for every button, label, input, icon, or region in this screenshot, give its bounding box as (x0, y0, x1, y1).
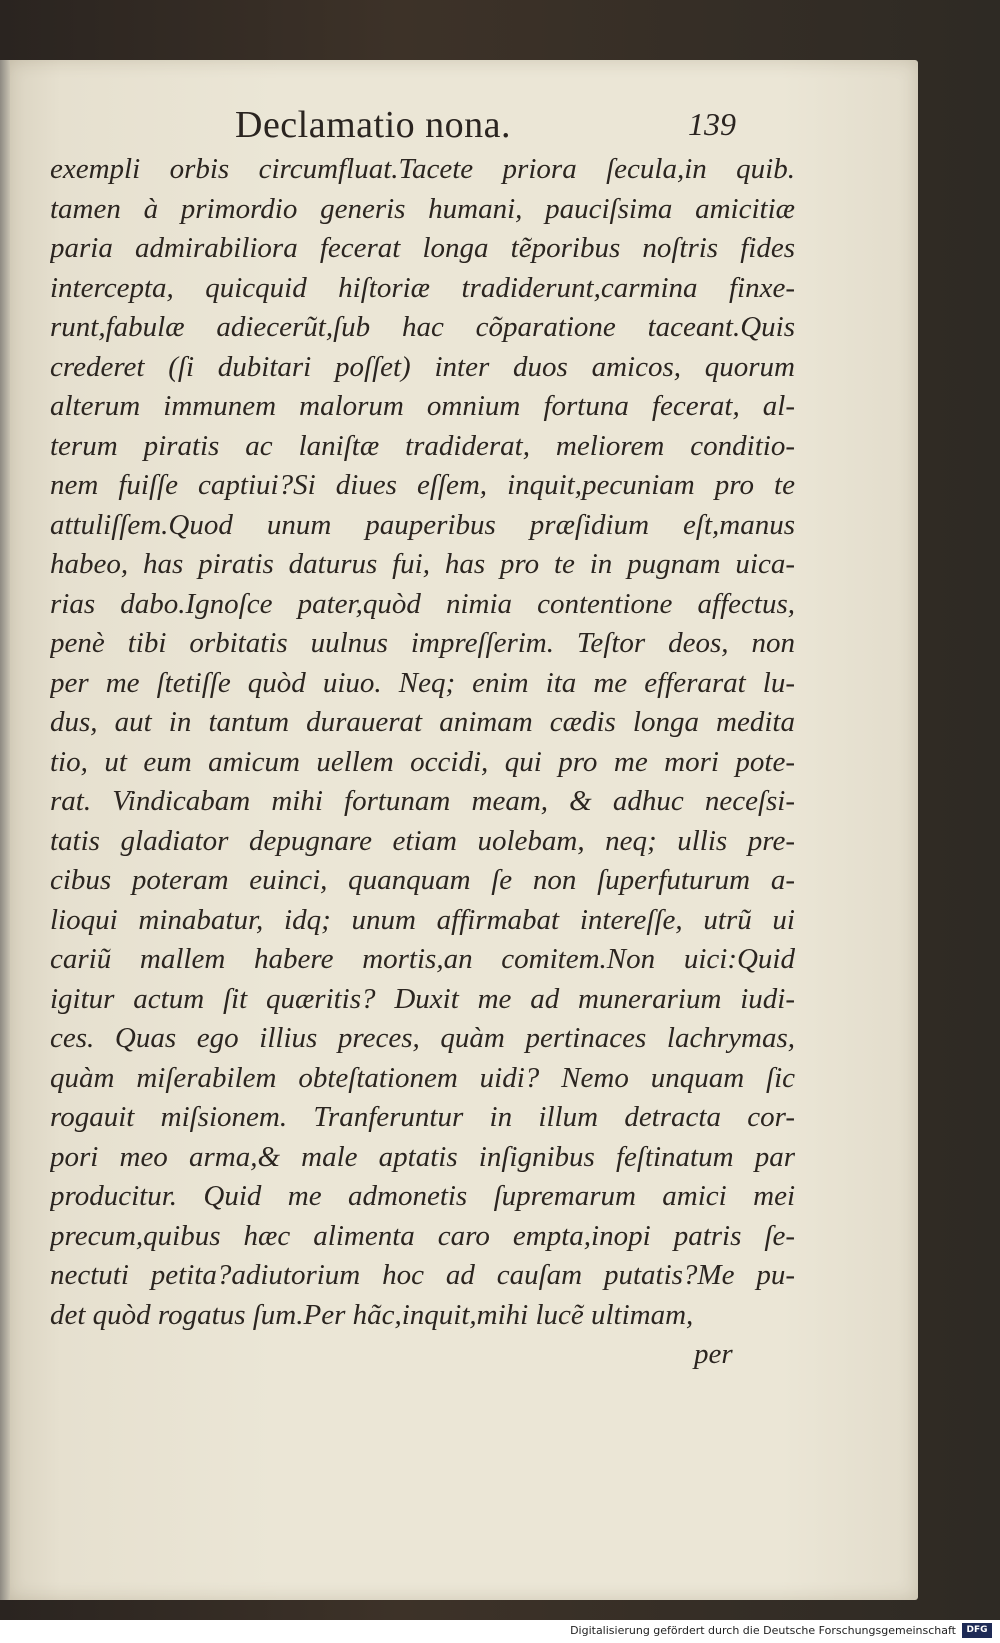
text-line: runt,fabulæ adiecerũt,ſub hac cõparatione taceant.Quis (50, 311, 795, 343)
text-line: tio, ut eum amicum uellem occidi, qui pro me mori pote- (50, 745, 795, 778)
text-line: lioqui minabatur, idq; unum affirmabat intereſſe, utrũ ui (50, 903, 795, 936)
text-line: cariũ mallem habere mortis,an comitem.Non uici:Quid (50, 943, 795, 975)
text-line: attuliſſem.Quod unum pauperibus præſidium eſt,manus (50, 508, 795, 541)
text-line: rias dabo.Ignoſce pater,quòd nimia contentione affectus, (50, 587, 795, 620)
text-line: terum piratis ac laniſtæ tradiderat, meliorem conditio- (50, 429, 795, 462)
text-line: precum,quibus hæc alimenta caro empta,inopi patris ſe- (50, 1219, 795, 1252)
text-line: alterum immunem malorum omnium fortuna fecerat, al- (50, 390, 795, 422)
text-line: pori meo arma,& male aptatis inſignibus feſtinatum par (50, 1140, 795, 1173)
text-line: tamen à primordio generis humani, pauciſsima amicitiæ (50, 192, 795, 225)
text-line: igitur actum ſit quæritis? Duxit me ad munerarium iudi- (50, 982, 795, 1015)
text-line: per me ſtetiſſe quòd uiuo. Neq; enim ita me efferarat lu- (50, 666, 795, 699)
footer-credit-bar (0, 1620, 1000, 1643)
text-line: rat. Vindicabam mihi fortunam meam, & adhuc neceſsi- (50, 785, 795, 817)
digitization-credit: Digitalisierung gefördert durch die Deutsche Forschungsgemeinschaft (570, 1624, 956, 1637)
text-line: paria admirabiliora fecerat longa tẽporibus noſtris fides (50, 232, 795, 264)
text-line: penè tibi orbitatis uulnus impreſſerim. Teſtor deos, non (50, 627, 795, 659)
page-edge (0, 60, 10, 1600)
text-line: habeo, has piratis daturus fui, has pro te in pugnam uica- (50, 548, 795, 580)
text-line: dus, aut in tantum durauerat animam cædis longa medita (50, 706, 795, 738)
text-line: quàm miſerabilem obteſtationem uidi? Nemo unquam ſic (50, 1061, 795, 1094)
text-line: tatis gladiator depugnare etiam uolebam, neq; ullis pre- (50, 824, 795, 857)
text-line: nem fuiſſe captiui?Si diues eſſem, inquit,pecuniam pro te (50, 469, 795, 501)
text-line: cibus poteram euinci, quanquam ſe non ſuperfuturum a- (50, 864, 795, 896)
body-text (50, 150, 795, 1335)
catchword: per (694, 1338, 733, 1370)
text-line: crederet (ſi dubitari poſſet) inter duos amicos, quorum (50, 350, 795, 383)
text-line: producitur. Quid me admonetis ſupremarum amici mei (50, 1180, 795, 1212)
dfg-logo-icon: DFG (962, 1623, 992, 1638)
text-line: ces. Quas ego illius preces, quàm pertinaces lachrymas, (50, 1022, 795, 1054)
text-line: det quòd rogatus ſum.Per hãc,inquit,mihi lucẽ ultimam, (50, 1298, 694, 1331)
text-line: nectuti petita?adiutorium hoc ad cauſam putatis?Me pu- (50, 1259, 795, 1291)
text-line: rogauit miſsionem. Tranferuntur in illum detracta cor- (50, 1101, 795, 1133)
text-line: intercepta, quicquid hiſtoriæ tradiderunt,carmina finxe- (50, 271, 795, 304)
text-line: exempli orbis circumfluat.Tacete priora ſecula,in quib. (50, 153, 795, 185)
running-head: Declamatio nona. (235, 104, 512, 146)
page-number: 139 (688, 106, 736, 142)
